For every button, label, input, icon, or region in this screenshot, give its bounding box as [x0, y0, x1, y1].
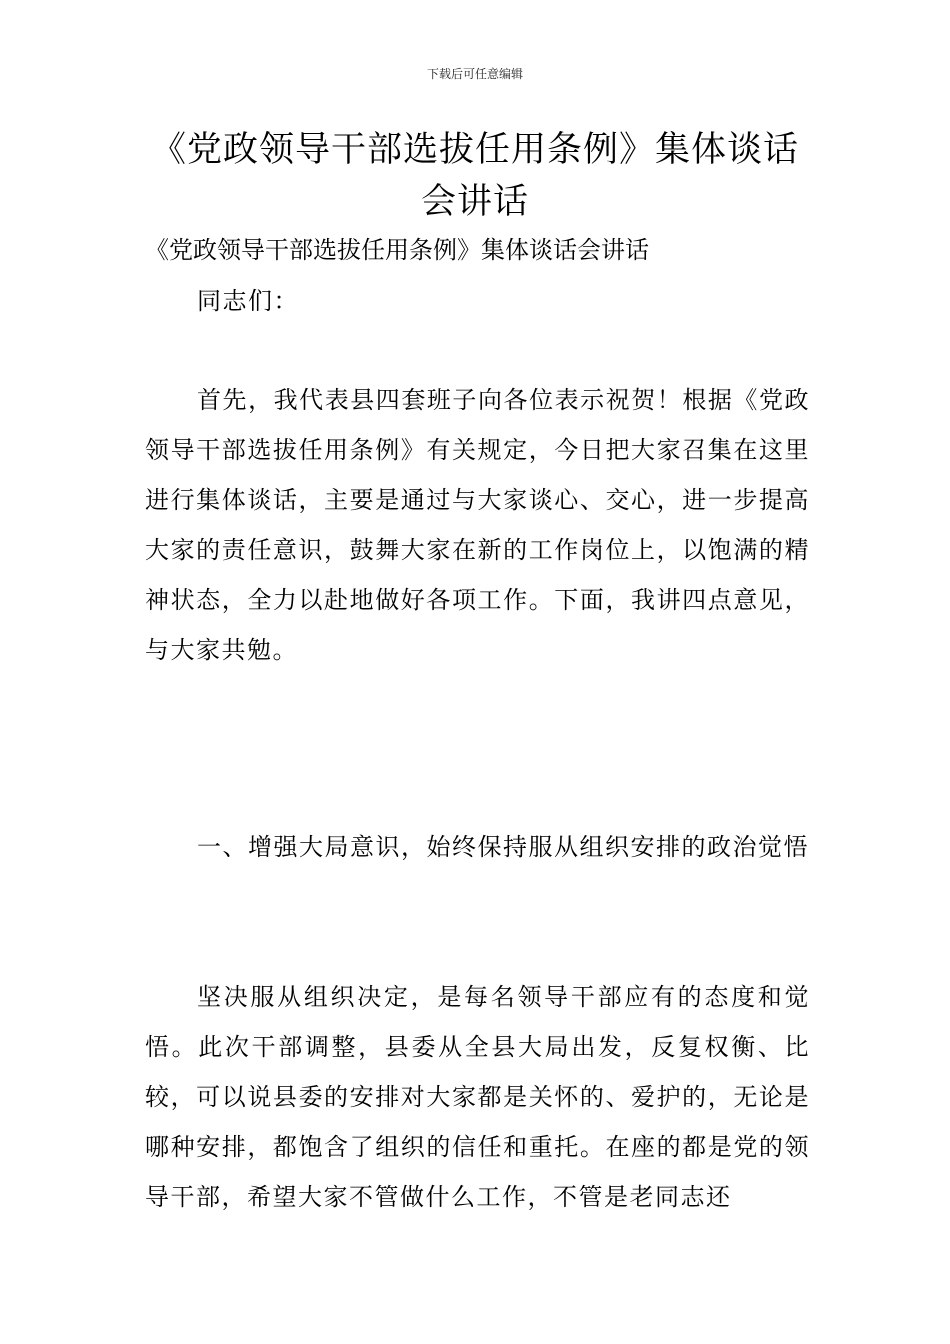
page-header-note: 下载后可任意编辑 — [426, 67, 523, 81]
salutation: 同志们： — [197, 287, 299, 315]
paragraph-section-1: 坚决服从组织决定，是每名领导干部应有的态度和觉悟。此次干部调整，县委从全县大局出发，反复权衡、比较，可以说县委的安排对大家都是关怀的、爱护的，无论是哪种安排，都饱含了组织的信任和重托。在座的都是党的领导干部，希望大家不管做什么工作，不管是老同志还 — [145, 983, 810, 1211]
section-heading-1: 一、增强大局意识，始终保持服从组织安排的政治觉悟 — [197, 833, 809, 861]
document-subtitle: 《党政领导干部选拔任用条例》集体谈话会讲话 — [145, 236, 649, 264]
document-title: 《党政领导干部选拔任用条例》集体谈话会讲话 — [150, 130, 799, 222]
paragraph-opening: 首先，我代表县四套班子向各位表示祝贺！根据《党政领导干部选拔任用条例》有关规定，今日把大家召集在这里进行集体谈话，主要是通过与大家谈心、交心，进一步提高大家的责任意识，鼓舞大家在新的工作岗位上，以饱满的精神状态，全力以赴地做好各项工作。下面，我讲四点意见，与大家共勉。 — [145, 386, 810, 664]
